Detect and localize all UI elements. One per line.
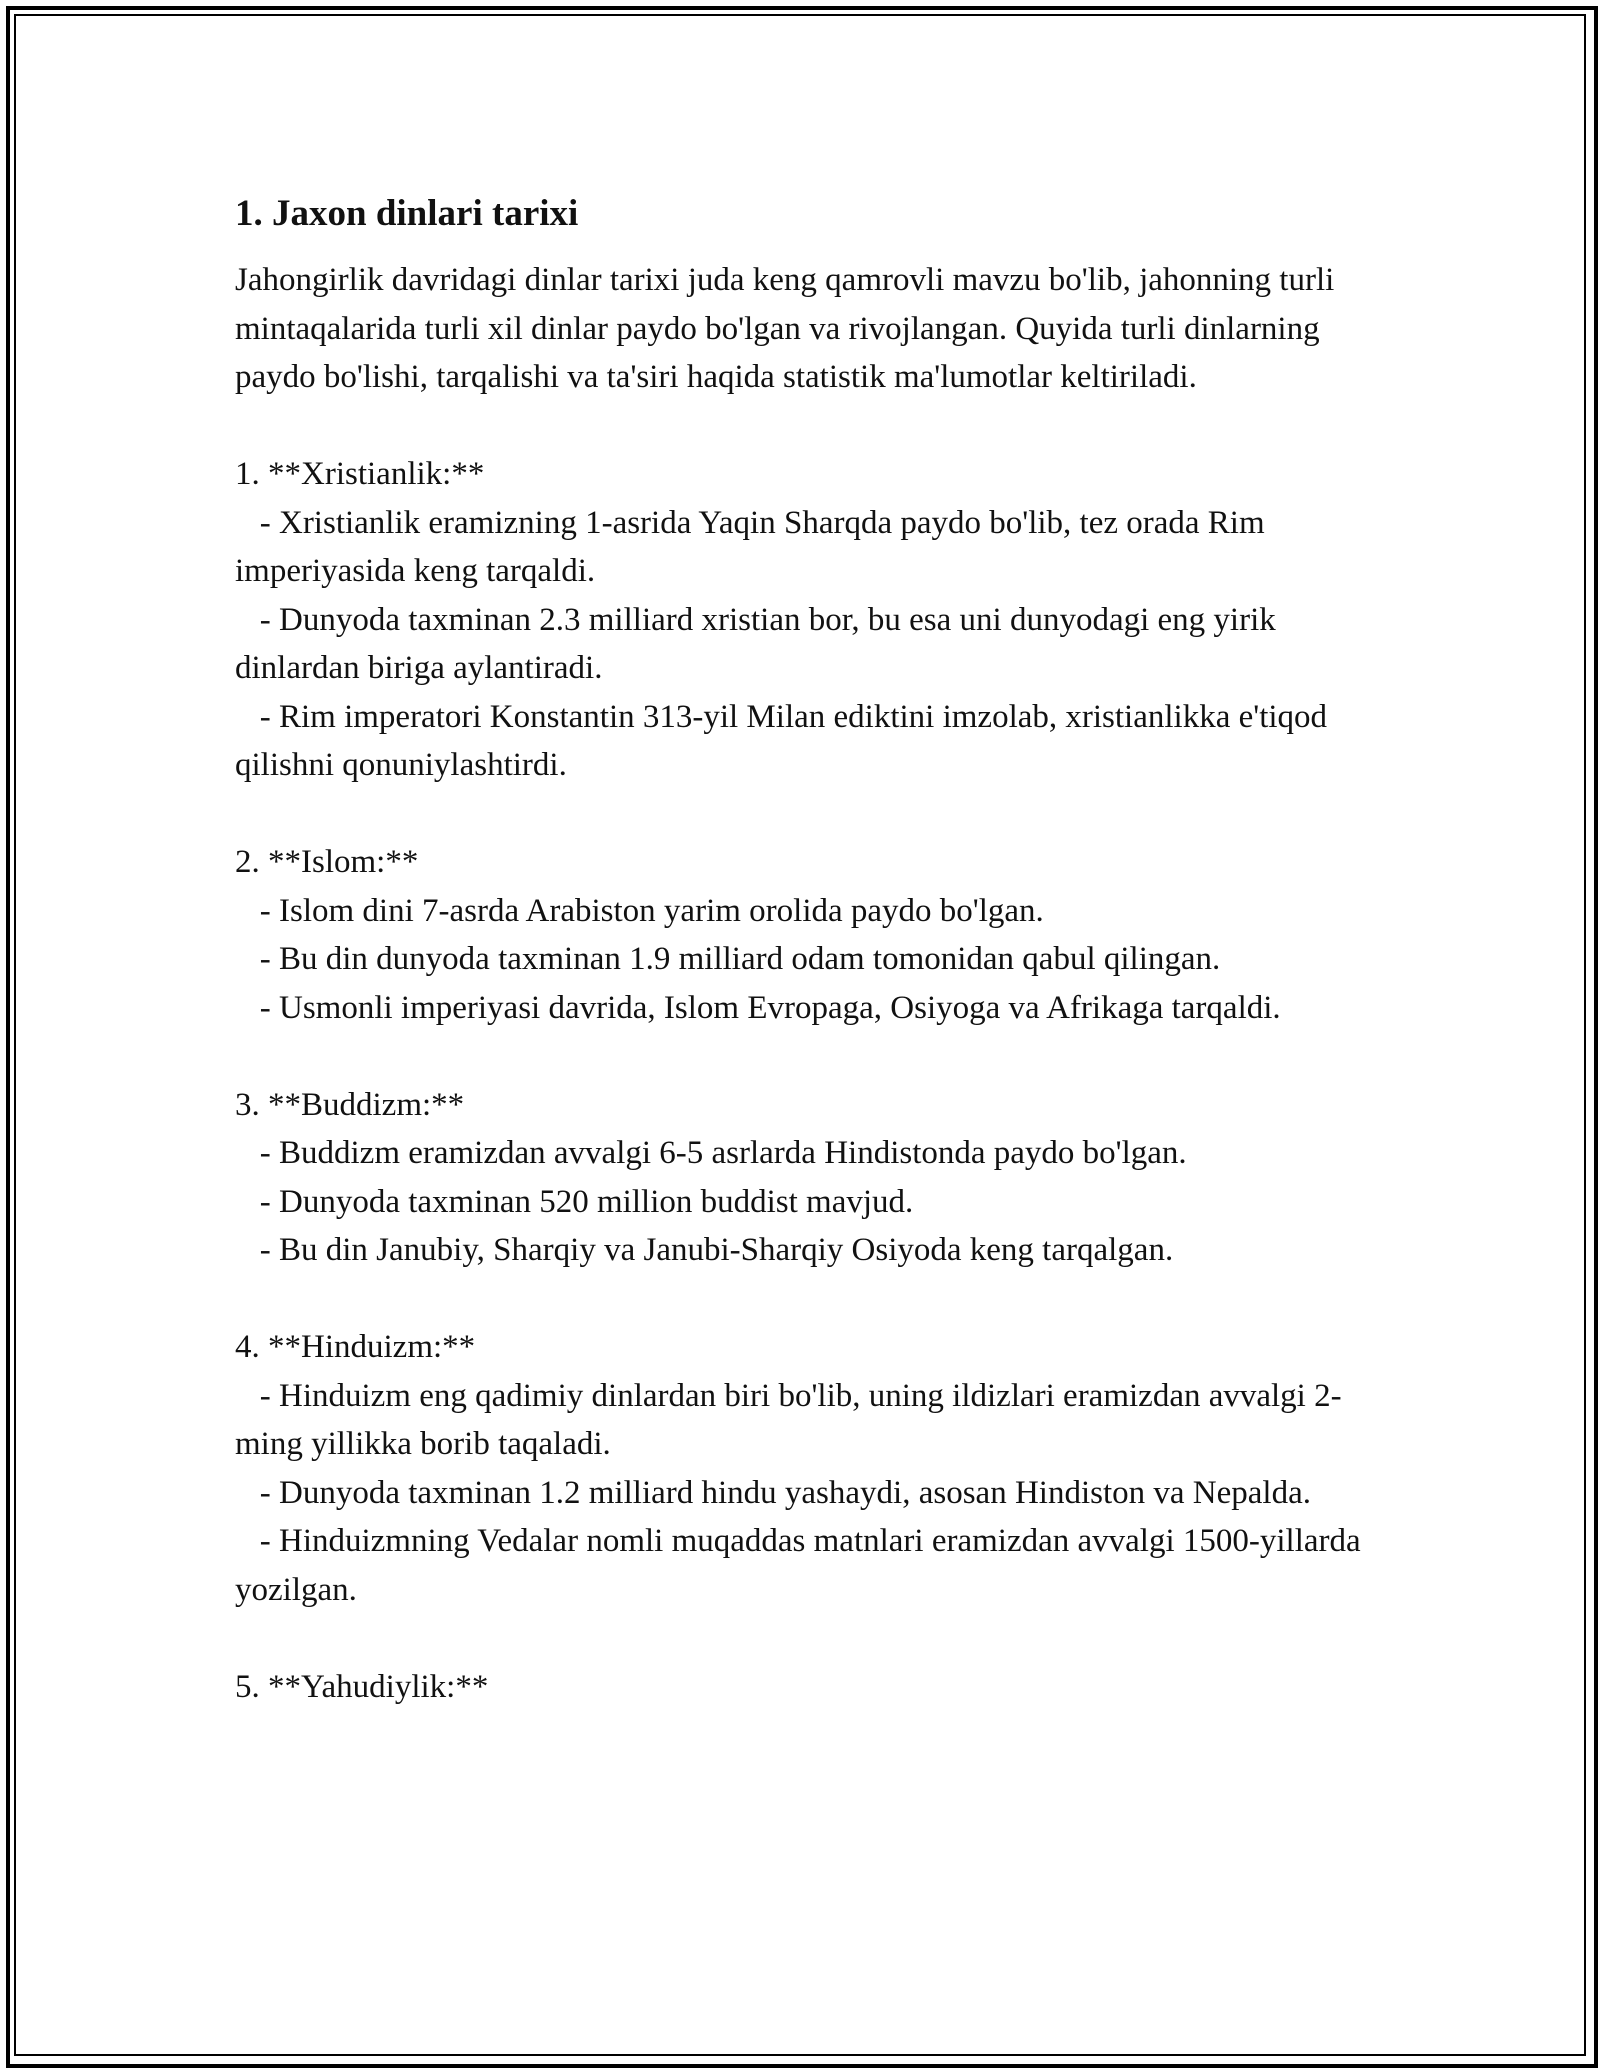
spacer [235,790,1385,839]
section-hinduizm [235,1323,1385,1614]
section-heading: 2. **Islom:** [235,844,419,880]
list-item: - Buddizm eramizdan avvalgi 6-5 asrlarda Hindistonda paydo bo'lgan. [235,1135,1187,1171]
intro-paragraph: Jahongirlik davridagi dinlar tarixi juda keng qamrovli mavzu bo'lib, jahonning turli mintaqalarida turli xil dinlar paydo bo'lgan va rivojlangan. Quyida turli dinlarning paydo bo'lishi, tarqalishi va ta'siri haqida statistik ma'lumotlar keltiriladi. [235,262,1343,395]
section-xristianlik [235,450,1385,790]
section-heading: 1. **Xristianlik:** [235,456,485,492]
document-title: 1. Jaxon dinlari tarixi [235,193,579,234]
spacer [235,1032,1385,1081]
section-heading: 5. **Yahudiylik:** [235,1668,489,1705]
list-item: - Bu din dunyoda taxminan 1.9 milliard odam tomonidan qabul qilingan. [235,941,1221,977]
spacer [235,1275,1385,1324]
list-item: - Bu din Janubiy, Sharqiy va Janubi-Sharqiy Osiyoda keng tarqalgan. [235,1232,1174,1268]
spacer [235,402,1385,451]
document-body [235,186,1385,1711]
list-item: - Dunyoda taxminan 1.2 milliard hindu yashaydi, asosan Hindiston va Nepalda. [235,1474,1311,1511]
list-item: - Rim imperatori Konstantin 313-yil Milan ediktini imzolab, xristianlikka e'tiqod qilishni qonuniylashtirdi. [235,698,1336,783]
spacer [235,1614,1385,1663]
list-item: - Xristianlik eramizning 1-asrida Yaqin Sharqda paydo bo'lib, tez orada Rim imperiyasida keng tarqaldi. [235,504,1273,589]
section-heading: 4. **Hinduizm:** [235,1329,476,1365]
section-heading: 3. **Buddizm:** [235,1086,465,1123]
list-item: - Usmonli imperiyasi davrida, Islom Evropaga, Osiyoga va Afrikaga tarqaldi. [235,989,1281,1026]
list-item: - Dunyoda taxminan 2.3 milliard xristian bor, bu esa uni dunyodagi eng yirik dinlardan biriga aylantiradi. [235,601,1284,686]
list-item: - Hinduizmning Vedalar nomli muqaddas matnlari eramizdan avvalgi 1500-yillarda yozilgan. [235,1523,1369,1608]
section-islom [235,838,1385,1032]
list-item: - Dunyoda taxminan 520 million buddist mavjud. [235,1183,914,1220]
section-yahudiylik [235,1663,1385,1712]
list-item: - Hinduizm eng qadimiy dinlardan biri bo'lib, uning ildizlari eramizdan avvalgi 2-ming yillikka borib taqaladi. [235,1377,1342,1462]
section-buddizm [235,1081,1385,1275]
list-item: - Islom dini 7-asrda Arabiston yarim orolida paydo bo'lgan. [235,892,1044,929]
